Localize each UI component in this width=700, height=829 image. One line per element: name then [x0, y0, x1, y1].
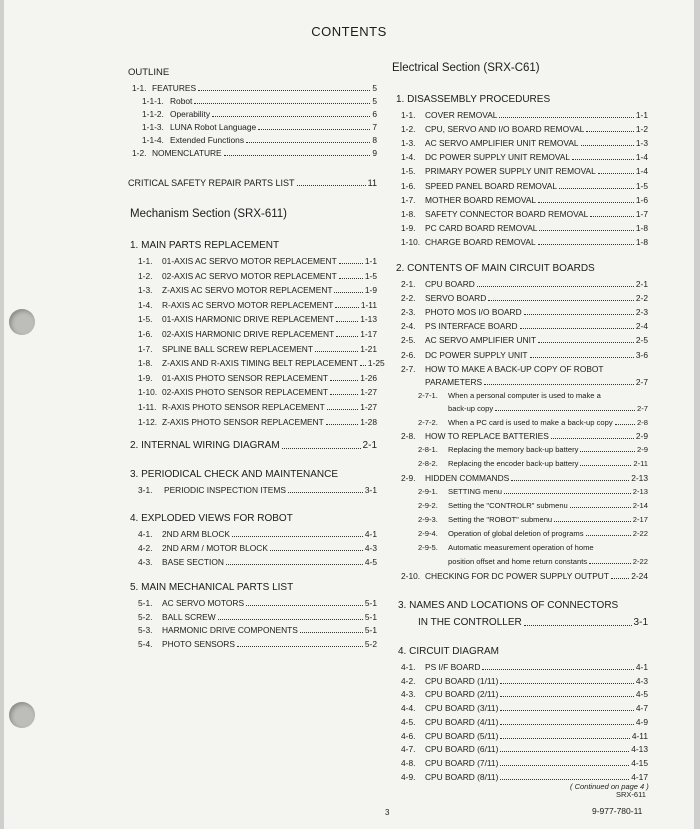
entry-number: 4-1. — [138, 529, 153, 539]
entry-page: 1-3 — [635, 138, 648, 149]
toc-entry: CRITICAL SAFETY REPAIR PARTS LIST 11 — [128, 178, 377, 188]
entry-number: 1-5. — [138, 314, 153, 325]
toc-entry — [138, 314, 377, 324]
dot-leader — [538, 244, 634, 245]
page-title: CONTENTS — [311, 24, 387, 39]
toc-entry — [138, 529, 377, 539]
toc-entry: 2-9-4. Operation of global deletion of programs 2-22 — [418, 529, 648, 538]
toc-entry — [138, 557, 377, 567]
entry-title: PS INTERFACE BOARD — [425, 321, 518, 332]
electrical-section-heading: Electrical Section (SRX-C61) — [392, 62, 540, 74]
toc-entry: 1-1-1. Robot 5 — [142, 96, 377, 106]
entry-title: R-AXIS AC SERVO MOTOR REPLACEMENT — [162, 299, 334, 310]
entry-title: 02-AXIS PHOTO SENSOR REPLACEMENT — [162, 387, 328, 398]
entry-title: CPU BOARD (3/11) — [425, 703, 499, 714]
entry-page: 2-3 — [635, 307, 648, 318]
toc-entry — [138, 358, 385, 369]
entry-page: 4-1 — [364, 529, 377, 539]
entry-title: HARMONIC DRIVE COMPONENTS — [162, 625, 298, 635]
dot-leader — [500, 710, 634, 711]
toc-entry — [138, 387, 377, 397]
entry-page: 4-11 — [631, 730, 648, 741]
dot-leader — [232, 536, 363, 537]
entry-title: CPU BOARD — [425, 279, 475, 289]
toc-entry — [401, 138, 648, 148]
entry-page: 2-5 — [635, 335, 648, 346]
toc-entry: 1-2. NOMENCLATURE 9 — [132, 148, 377, 158]
dot-leader — [530, 357, 634, 358]
toc-entry — [401, 237, 648, 247]
entry-title: AC SERVO MOTORS — [162, 598, 245, 608]
dot-leader — [488, 300, 634, 301]
entry-page: 5-2 — [364, 638, 377, 649]
entry-page: 4-3 — [364, 543, 377, 553]
toc-entry — [401, 321, 648, 331]
entry-title: 2ND ARM / MOTOR BLOCK — [162, 543, 268, 553]
entry-number: 4-3. — [138, 557, 153, 567]
entry-number: 4-8. — [401, 757, 416, 768]
dot-leader — [477, 286, 634, 287]
dot-leader — [326, 424, 358, 425]
toc-entry: 2. INTERNAL WIRING DIAGRAM 2-1 — [130, 440, 377, 451]
entry-title: 01-AXIS AC SERVO MOTOR REPLACEMENT — [162, 256, 337, 266]
toc-entry: 2-7. HOW TO MAKE A BACK-UP COPY OF ROBOT — [401, 364, 604, 374]
continued-note: ( Continued on page 4 ) — [570, 782, 649, 791]
entry-title: COVER REMOVAL — [425, 110, 498, 120]
toc-entry — [138, 625, 377, 635]
toc-entry — [401, 223, 648, 233]
toc-entry: IN THE CONTROLLER 3-1 — [418, 617, 648, 628]
entry-title: DC POWER SUPPLY UNIT — [425, 349, 528, 360]
toc-entry: 2-9. HIDDEN COMMANDS 2-13 — [401, 473, 648, 483]
toc-entry — [138, 329, 377, 339]
entry-number: 1-4. — [401, 152, 416, 163]
entry-number: 5-2. — [138, 611, 153, 622]
section-heading: 1. DISASSEMBLY PROCEDURES — [396, 94, 551, 105]
entry-title: 01-AXIS PHOTO SENSOR REPLACEMENT — [162, 372, 328, 383]
entry-title: PC CARD BOARD REMOVAL — [425, 222, 538, 233]
entry-page: 1-28 — [360, 416, 377, 427]
entry-number: 4-6. — [401, 730, 416, 741]
entry-number: 1-10. — [138, 387, 158, 398]
toc-entry — [401, 744, 648, 754]
toc-entry — [401, 279, 648, 289]
entry-page: 4-5 — [635, 689, 648, 700]
entry-number: 4-7. — [401, 744, 416, 755]
model-label: SRX-611 — [616, 790, 646, 799]
dot-leader — [581, 145, 634, 146]
toc-entry — [401, 152, 648, 162]
toc-entry — [401, 689, 648, 699]
entry-number: 1-2. — [401, 124, 416, 135]
entry-title: SERVO BOARD — [425, 293, 487, 304]
toc-entry: 2-9-1. SETTING menu 2-13 — [418, 487, 648, 496]
entry-number: 1-4. — [138, 299, 153, 310]
dot-leader — [572, 159, 634, 160]
dot-leader — [590, 216, 634, 217]
entry-page: 2-1 — [635, 279, 648, 289]
toc-entry — [401, 662, 648, 672]
toc-entry: 1-1-3. LUNA Robot Language 7 — [142, 122, 377, 132]
dot-leader — [335, 307, 358, 308]
page-number: 3 — [385, 808, 390, 817]
entry-title: MOTHER BOARD REMOVAL — [425, 194, 537, 205]
entry-page: 4-1 — [635, 662, 648, 672]
doc-number: 9-977-780-11 — [592, 806, 643, 816]
entry-title: CHARGE BOARD REMOVAL — [425, 236, 536, 247]
entry-title: PRIMARY POWER SUPPLY UNIT REMOVAL — [425, 166, 596, 177]
entry-page: 1-5 — [364, 270, 377, 281]
toc-entry — [401, 335, 648, 345]
toc-entry: position offset and home return constants 2-22 — [448, 557, 648, 566]
toc-entry — [138, 256, 377, 266]
entry-number: 4-9. — [401, 771, 416, 782]
dot-leader — [218, 619, 363, 620]
entry-title: PHOTO SENSORS — [162, 638, 235, 649]
entry-page: 1-7 — [635, 208, 648, 219]
dot-leader — [586, 131, 634, 132]
entry-page: 1-8 — [635, 222, 648, 233]
entry-page: 1-8 — [635, 236, 648, 247]
dot-leader — [336, 321, 358, 322]
dot-leader — [334, 292, 362, 293]
entry-title: Z-AXIS AND R-AXIS TIMING BELT REPLACEMENT — [162, 358, 358, 369]
toc-entry — [401, 181, 648, 191]
entry-number: 1-10. — [401, 236, 421, 247]
entry-number: 5-4. — [138, 638, 153, 649]
section-heading: 2. CONTENTS OF MAIN CIRCUIT BOARDS — [396, 263, 595, 274]
entry-title: CPU BOARD (5/11) — [425, 730, 499, 741]
entry-number: 5-3. — [138, 625, 153, 635]
section-heading: 5. MAIN MECHANICAL PARTS LIST — [130, 582, 294, 593]
dot-leader — [339, 278, 363, 279]
outline-heading: OUTLINE — [128, 67, 170, 78]
entry-page: 1-11 — [360, 299, 377, 310]
entry-page: 1-27 — [360, 387, 377, 398]
entry-number: 1-12. — [138, 416, 158, 427]
entry-page: 1-17 — [360, 329, 377, 339]
toc-entry — [401, 703, 648, 713]
entry-title: CPU BOARD (6/11) — [425, 744, 499, 755]
entry-page: 4-3 — [635, 675, 648, 686]
entry-title: 2ND ARM BLOCK — [162, 529, 230, 539]
entry-page: 1-26 — [360, 372, 377, 383]
section-heading: 3. PERIODICAL CHECK AND MAINTENANCE — [130, 469, 339, 480]
entry-page: 1-4 — [635, 152, 648, 163]
dot-leader — [300, 632, 363, 633]
entry-page: 5-1 — [364, 598, 377, 608]
dot-leader — [598, 173, 634, 174]
entry-number: 2-2. — [401, 293, 416, 304]
entry-number: 1-9. — [401, 222, 416, 233]
dot-leader — [330, 394, 358, 395]
entry-number: 5-1. — [138, 598, 153, 608]
entry-title: 02-AXIS HARMONIC DRIVE REPLACEMENT — [162, 329, 335, 339]
toc-entry — [401, 124, 648, 134]
toc-entry — [401, 350, 648, 360]
entry-title: Z-AXIS AC SERVO MOTOR REPLACEMENT — [162, 285, 333, 296]
entry-page: 2-4 — [635, 321, 648, 332]
dot-leader — [237, 646, 363, 647]
entry-page: 4-15 — [631, 757, 648, 768]
entry-number: 1-8. — [138, 358, 153, 369]
entry-title: AC SERVO AMPLIFIER UNIT REMOVAL — [425, 138, 579, 149]
toc-entry — [401, 209, 648, 219]
dot-leader — [500, 738, 629, 739]
toc-entry — [138, 373, 377, 383]
entry-page: 1-9 — [364, 285, 377, 296]
entry-page: 1-21 — [360, 343, 377, 354]
toc-entry: 2-10. CHECKING FOR DC POWER SUPPLY OUTPUT 2-24 — [401, 571, 648, 581]
entry-title: PS I/F BOARD — [425, 662, 481, 672]
dot-leader — [315, 351, 358, 352]
toc-entry — [401, 110, 648, 120]
toc-entry: 2-8. HOW TO REPLACE BATTERIES 2-9 — [401, 431, 648, 441]
entry-number: 4-2. — [138, 543, 153, 553]
toc-entry — [138, 344, 377, 354]
entry-page: 5-1 — [364, 625, 377, 635]
entry-number: 1-3. — [401, 138, 416, 149]
entry-number: 2-1. — [401, 279, 416, 289]
toc-entry — [138, 543, 377, 553]
entry-page: 3-6 — [635, 349, 648, 360]
entry-page: 1-4 — [635, 166, 648, 177]
mechanism-section-heading: Mechanism Section (SRX-611) — [130, 208, 288, 220]
punch-hole — [9, 702, 35, 728]
dot-leader — [559, 188, 634, 189]
toc-entry — [138, 598, 377, 608]
entry-page: 1-27 — [360, 402, 377, 412]
entry-page: 4-13 — [631, 744, 648, 755]
entry-number: 1-11. — [138, 402, 157, 412]
entry-page: 5-1 — [364, 611, 377, 622]
dot-leader — [336, 336, 358, 337]
entry-page: 1-5 — [635, 180, 648, 191]
section-heading: 4. EXPLODED VIEWS FOR ROBOT — [130, 513, 293, 524]
toc-entry — [401, 676, 648, 686]
entry-number: 4-1. — [401, 662, 416, 672]
entry-title: R-AXIS PHOTO SENSOR REPLACEMENT — [162, 402, 325, 412]
entry-number: 2-4. — [401, 321, 416, 332]
dot-leader — [524, 314, 634, 315]
toc-entry — [401, 166, 648, 176]
dot-leader — [500, 779, 629, 780]
section-heading: 3. NAMES AND LOCATIONS OF CONNECTORS — [398, 600, 619, 611]
document-page — [4, 0, 694, 829]
entry-number: 2-5. — [401, 335, 416, 346]
entry-title: CPU BOARD (8/11) — [425, 771, 499, 782]
entry-number: 4-4. — [401, 703, 416, 714]
entry-title: CPU, SERVO AND I/O BOARD REMOVAL — [425, 124, 585, 135]
entry-title: CPU BOARD (1/11) — [425, 675, 499, 686]
entry-page: 4-7 — [635, 703, 648, 714]
entry-title: SAFETY CONNECTOR BOARD REMOVAL — [425, 208, 589, 219]
dot-leader — [226, 564, 363, 565]
dot-leader — [520, 328, 634, 329]
entry-page: 1-25 — [367, 358, 385, 369]
entry-number: 2-6. — [401, 349, 416, 360]
entry-page: 4-9 — [635, 716, 648, 727]
dot-leader — [500, 724, 634, 725]
toc-entry: 1-1-4. Extended Functions 8 — [142, 135, 377, 145]
toc-entry: 1-1. FEATURES 5 — [132, 83, 377, 93]
toc-entry — [138, 612, 377, 622]
toc-entry: 2-7-2. When a PC card is used to make a back-up copy 2-8 — [418, 418, 648, 427]
toc-entry: PARAMETERS 2-7 — [425, 377, 648, 387]
dot-leader — [482, 669, 634, 670]
toc-entry — [138, 402, 377, 412]
toc-entry — [401, 758, 648, 768]
entry-page: 2-2 — [635, 293, 648, 304]
entry-title: AC SERVO AMPLIFIER UNIT — [425, 335, 537, 346]
dot-leader — [330, 380, 358, 381]
entry-number: 1-6. — [401, 180, 416, 191]
dot-leader — [500, 683, 634, 684]
entry-number: 4-2. — [401, 675, 416, 686]
toc-entry — [401, 195, 648, 205]
dot-leader — [499, 117, 633, 118]
toc-entry — [401, 307, 648, 317]
toc-entry: 2-8-2. Replacing the encoder back-up battery 2-11 — [418, 459, 648, 468]
dot-leader — [500, 751, 629, 752]
toc-entry — [138, 639, 377, 649]
entry-title: DC POWER SUPPLY UNIT REMOVAL — [425, 152, 571, 163]
entry-number: 1-1. — [138, 256, 153, 266]
toc-entry: back-up copy 2-7 — [448, 404, 648, 413]
entry-title: BALL SCREW — [162, 611, 216, 622]
entry-number: 1-1. — [401, 110, 416, 120]
entry-page: 1-13 — [360, 314, 377, 325]
entry-title: Z-AXIS PHOTO SENSOR REPLACEMENT — [162, 416, 324, 427]
entry-page: 1-2 — [635, 124, 648, 135]
entry-page: 4-5 — [364, 557, 377, 567]
entry-title: SPLINE BALL SCREW REPLACEMENT — [162, 343, 313, 354]
toc-entry: 2-8-1. Replacing the memory back-up battery 2-9 — [418, 445, 648, 454]
toc-entry — [138, 271, 377, 281]
entry-number: 4-5. — [401, 716, 416, 727]
entry-page: 1-1 — [635, 110, 648, 120]
entry-page: 4-17 — [631, 771, 648, 782]
entry-number: 2-3. — [401, 307, 416, 318]
dot-leader — [538, 342, 634, 343]
dot-leader — [500, 696, 634, 697]
entry-title: 01-AXIS HARMONIC DRIVE REPLACEMENT — [162, 314, 335, 325]
entry-number: 1-2. — [138, 270, 153, 281]
entry-title: PHOTO MOS I/O BOARD — [425, 307, 522, 318]
dot-leader — [246, 605, 363, 606]
entry-number: 1-7. — [138, 343, 153, 354]
entry-title: SPEED PANEL BOARD REMOVAL — [425, 180, 558, 191]
dot-leader — [539, 230, 633, 231]
dot-leader — [360, 365, 366, 366]
entry-title: BASE SECTION — [162, 557, 224, 567]
entry-number: 1-6. — [138, 329, 153, 339]
toc-entry: 2-7-1. When a personal computer is used to make a — [418, 391, 601, 400]
toc-entry — [138, 285, 377, 295]
entry-number: 1-3. — [138, 285, 153, 296]
entry-number: 1-5. — [401, 166, 416, 177]
toc-entry: 3-1. PERIODIC INSPECTION ITEMS 3-1 — [138, 485, 377, 495]
entry-title: CPU BOARD (2/11) — [425, 689, 499, 700]
entry-title: 02-AXIS AC SERVO MOTOR REPLACEMENT — [162, 270, 337, 281]
entry-number: 1-7. — [401, 194, 416, 205]
toc-entry — [401, 772, 648, 782]
toc-entry: 2-9-3. Setting the "ROBOT" submenu 2-17 — [418, 515, 648, 524]
dot-leader — [327, 409, 359, 410]
dot-leader — [270, 550, 363, 551]
dot-leader — [538, 202, 634, 203]
toc-entry: 2-9-5. Automatic measurement operation of home — [418, 543, 594, 552]
toc-entry — [401, 731, 648, 741]
entry-number: 4-3. — [401, 689, 416, 700]
punch-hole — [9, 309, 35, 335]
entry-number: 1-9. — [138, 372, 153, 383]
toc-entry — [401, 293, 648, 303]
toc-entry: 2-9-2. Setting the "CONTROLR" submenu 2-14 — [418, 501, 648, 510]
toc-entry — [138, 417, 377, 427]
section-heading: 4. CIRCUIT DIAGRAM — [398, 646, 499, 657]
entry-page: 1-1 — [364, 256, 377, 266]
section-heading: 1. MAIN PARTS REPLACEMENT — [130, 240, 280, 251]
toc-entry: 1-1-2. Operability 6 — [142, 109, 377, 119]
entry-title: CPU BOARD (4/11) — [425, 716, 499, 727]
entry-number: 1-8. — [401, 208, 416, 219]
toc-entry — [138, 300, 377, 310]
entry-page: 1-6 — [635, 194, 648, 205]
dot-leader — [500, 765, 629, 766]
entry-title: CPU BOARD (7/11) — [425, 757, 499, 768]
toc-entry — [401, 717, 648, 727]
dot-leader — [339, 263, 363, 264]
